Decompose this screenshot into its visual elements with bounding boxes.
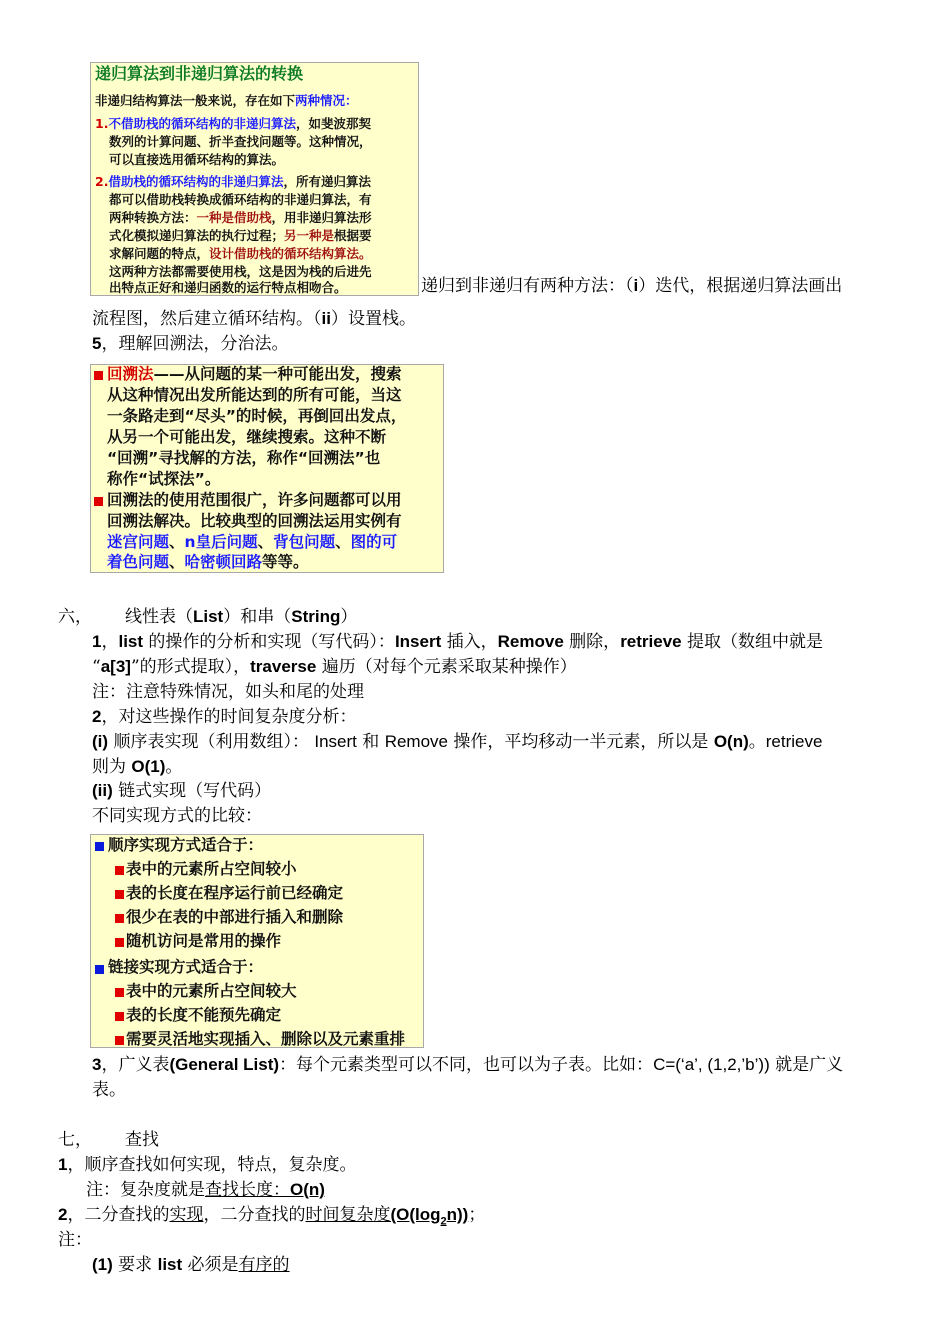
figure-line: 迷宫问题、n皇后问题、背包问题、图的可 [107, 533, 398, 551]
section-title: 线性表（List）和串（String） [125, 607, 358, 627]
paragraph-line: “a[3]”的形式提取），traverse 遍历（对每个元素采取某种操作） [92, 657, 577, 677]
bullet-icon [115, 890, 124, 899]
paragraph-line: 2，对这些操作的时间复杂度分析： [92, 707, 357, 727]
bullet-icon [94, 497, 103, 506]
note: 注： [58, 1230, 92, 1250]
figure-line: 很少在表的中部进行插入和删除 [126, 908, 344, 926]
bullet-icon [115, 1036, 124, 1045]
note: 注：复杂度就是查找长度：O(n) [86, 1180, 325, 1200]
bullet-icon [115, 938, 124, 947]
figure-line: “回溯”寻找解的方法，称作“回溯法”也 [107, 449, 381, 467]
paragraph-line: (i) 顺序表实现（利用数组）： Insert 和 Remove 操作，平均移动一半元素，所以是 O(n)。retrieve [92, 732, 823, 752]
section-heading: 七， [58, 1130, 92, 1150]
implementation-comparison-figure [90, 834, 424, 1048]
paragraph-line: 3，广义表(General List)：每个元素类型可以不同，也可以为子表。比如：C=(‘a’, (1,2,’b’)) 就是广义 [92, 1055, 844, 1075]
figure-line: 表中的元素所占空间较大 [126, 982, 297, 1000]
paragraph-line: 1，list 的操作的分析和实现（写代码）：Insert 插入，Remove 删除，retrieve 提取（数组中就是 [92, 632, 824, 652]
paragraph-line: 1，顺序查找如何实现，特点，复杂度。 [58, 1155, 357, 1175]
figure-line: 回溯法解决。比较典型的回溯法运用实例有 [107, 512, 402, 530]
bullet-icon [95, 965, 104, 974]
paragraph-line: (ii) 链式实现（写代码） [92, 781, 272, 801]
figure-line: 回溯法——从问题的某一种可能出发，搜索 [107, 365, 402, 383]
figure-line: 表的长度不能预先确定 [126, 1006, 282, 1024]
figure-line: 1.不借助栈的循环结构的非递归算法，如斐波那契 [95, 116, 371, 131]
figure-line: 求解问题的特点，设计借助栈的循环结构算法。 [109, 246, 372, 261]
figure-line: 非递归结构算法一般来说，存在如下两种情况： [95, 93, 358, 108]
figure-line: 一条路走到“尽头”的时候，再倒回出发点， [107, 407, 407, 425]
figure-heading: 顺序实现方式适合于： [108, 836, 264, 854]
paragraph-line: (1) 要求 list 必须是有序的 [92, 1255, 290, 1275]
section-heading: 六， [58, 607, 92, 627]
paragraph-line: 则为 O(1)。 [92, 757, 183, 777]
figure-line: 称作“试探法”。 [107, 470, 221, 488]
bullet-icon [95, 842, 104, 851]
note: 注：注意特殊情况，如头和尾的处理 [92, 682, 364, 702]
paragraph-line: 表。 [92, 1080, 126, 1100]
figure-line: 回溯法的使用范围很广，许多问题都可以用 [107, 491, 402, 509]
figure-line: 2.借助栈的循环结构的非递归算法，所有递归算法 [95, 174, 371, 189]
list-item: 5，理解回溯法，分治法。 [92, 334, 289, 354]
bullet-icon [115, 866, 124, 875]
recursion-conversion-figure [90, 62, 419, 296]
figure-line: 这两种方法都需要使用栈，这是因为栈的后进先 [109, 264, 372, 279]
paragraph-line: 流程图，然后建立循环结构。（ii）设置栈。 [92, 309, 416, 329]
bullet-icon [115, 914, 124, 923]
figure-line: 式化模拟递归算法的执行过程；另一种是根据要 [109, 228, 372, 243]
bullet-icon [94, 371, 103, 380]
paragraph-line: 递归到非递归有两种方法：（i）迭代，根据递归算法画出 [421, 276, 843, 296]
figure-title: 递归算法到非递归算法的转换 [95, 64, 304, 83]
figure-line: 着色问题、哈密顿回路等等。 [107, 553, 309, 571]
figure-line: 可以直接选用循环结构的算法。 [109, 152, 285, 167]
backtracking-figure [90, 364, 444, 573]
figure-line: 从另一个可能出发，继续搜索。这种不断 [107, 428, 387, 446]
figure-line: 从这种情况出发所能达到的所有可能，当这 [107, 386, 402, 404]
figure-line: 都可以借助栈转换成循环结构的非递归算法，有 [109, 192, 372, 207]
figure-line: 需要灵活地实现插入、删除以及元素重排 [126, 1030, 406, 1048]
figure-line: 随机访问是常用的操作 [126, 932, 282, 950]
bullet-icon [115, 988, 124, 997]
figure-line: 两种转换方法：一种是借助栈，用非递归算法形 [109, 210, 372, 225]
figure-line: 出特点正好和递归函数的运行特点相吻合。 [109, 280, 347, 295]
figure-heading: 链接实现方式适合于： [108, 958, 264, 976]
bullet-icon [115, 1012, 124, 1021]
section-title: 查找 [125, 1130, 159, 1150]
figure-line: 数列的计算问题、折半查找问题等。这种情况， [109, 134, 372, 149]
paragraph-line: 2，二分查找的实现，二分查找的时间复杂度$(O(\log_2n))$； [58, 1205, 486, 1228]
figure-line: 表中的元素所占空间较小 [126, 860, 297, 878]
paragraph-line: 不同实现方式的比较： [92, 806, 262, 826]
figure-line: 表的长度在程序运行前已经确定 [126, 884, 344, 902]
